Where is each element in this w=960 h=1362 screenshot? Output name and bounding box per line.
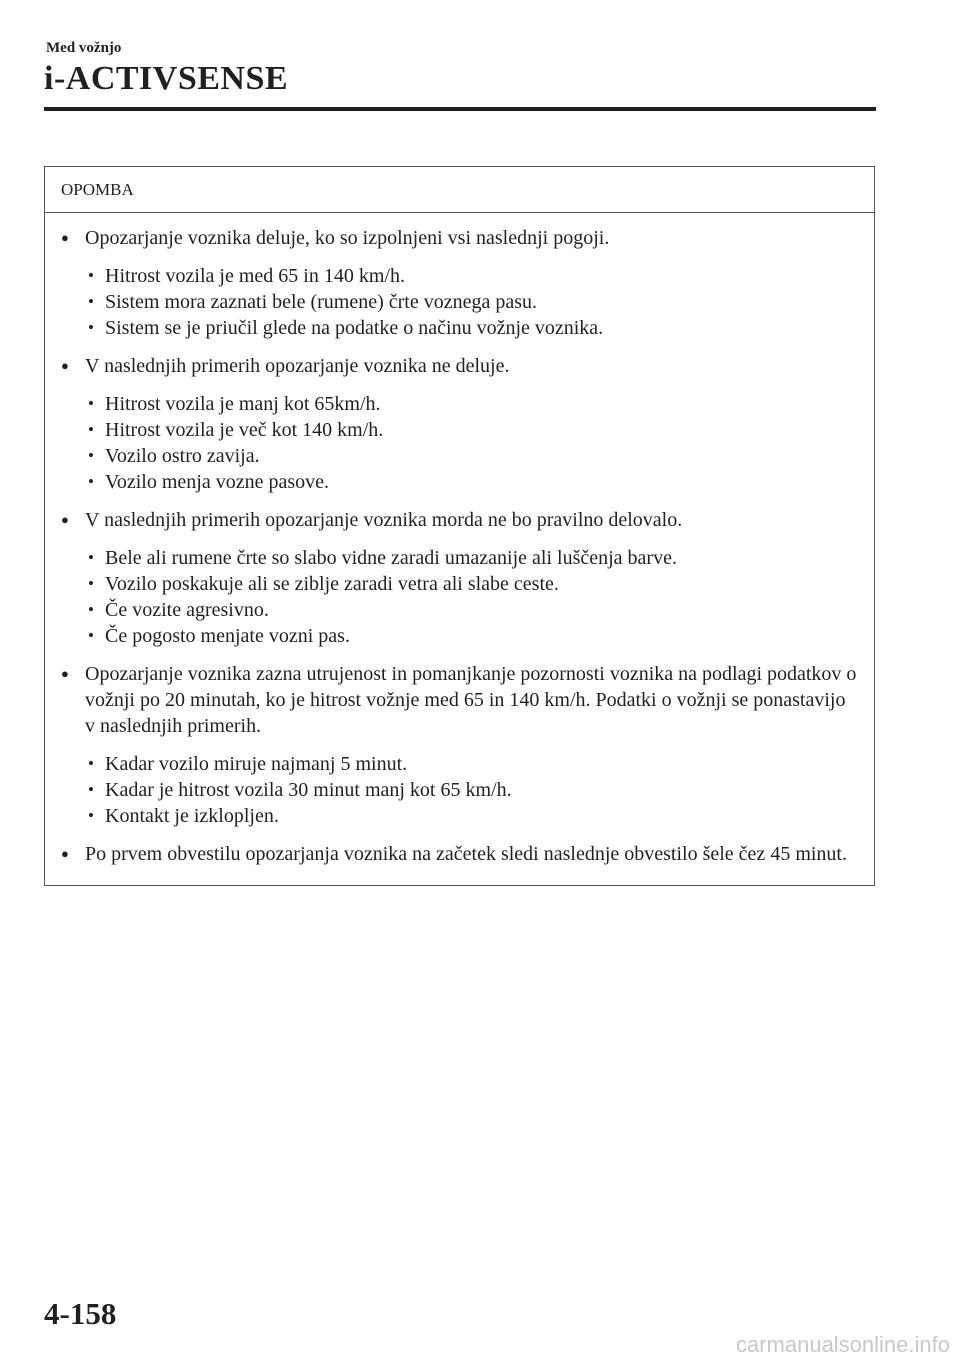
sub-list-item-text: Če pogosto menjate vozni pas. [105, 625, 350, 647]
sub-list-item-text: Vozilo ostro zavija. [105, 445, 260, 467]
note-item-text: V naslednjih primerih opozarjanje voznika ne deluje. [85, 355, 510, 377]
sub-list-item [85, 545, 858, 571]
note-item-text: Po prvem obvestilu opozarjanja voznika na začetek sledi naslednje obvestilo šele čez 45 minut. [85, 843, 847, 865]
sub-list-item-text: Sistem mora zaznati bele (rumene) črte voznega pasu. [105, 291, 538, 313]
sub-bullet-icon: • [88, 626, 94, 645]
bullet-icon: ● [61, 846, 69, 861]
note-heading: OPOMBA [45, 167, 874, 213]
sub-list-item-text: Kadar vozilo miruje najmanj 5 minut. [105, 753, 408, 775]
sub-bullet-icon: • [88, 548, 94, 567]
section-label: Med vožnjo [46, 40, 122, 56]
sub-bullet-icon: • [88, 266, 94, 285]
note-item-text: V naslednjih primerih opozarjanje voznika morda ne bo pravilno delovalo. [85, 509, 683, 531]
sub-list-item-text: Sistem se je priučil glede na podatke o načinu vožnje voznika. [105, 317, 604, 339]
bullet-icon: ● [61, 512, 69, 527]
note-item [61, 353, 858, 495]
page-number: 4-158 [44, 1296, 117, 1331]
sub-list [85, 545, 858, 649]
sub-list-item [85, 751, 858, 777]
sub-list-item-text: Hitrost vozila je več kot 140 km/h. [105, 419, 384, 441]
sub-list [85, 391, 858, 495]
sub-list-item-text: Kadar je hitrost vozila 30 minut manj kot 65 km/h. [105, 779, 512, 801]
note-body [45, 213, 874, 867]
sub-bullet-icon: • [88, 394, 94, 413]
sub-list-item-text: Vozilo poskakuje ali se ziblje zaradi vetra ali slabe ceste. [105, 573, 559, 595]
bullet-icon: ● [61, 358, 69, 373]
note-item [61, 661, 858, 829]
sub-bullet-icon: • [88, 292, 94, 311]
note-item [61, 225, 858, 341]
sub-list-item-text: Kontakt je izklopljen. [105, 805, 279, 827]
sub-list-item-text: Vozilo menja vozne pasove. [105, 471, 330, 493]
sub-list-item [85, 417, 858, 443]
note-item [61, 507, 858, 649]
sub-bullet-icon: • [88, 806, 94, 825]
sub-list-item [85, 597, 858, 623]
note-item-text: Opozarjanje voznika zazna utrujenost in pomanjkanje pozornosti voznika na podlagi podatkov o vožnji po 20 minutah, ko je hitrost vožnje med 65 in 140 km/h. Podatki o vožnji se ponastavijo v naslednjih primerih. [85, 663, 857, 737]
sub-list-item-text: Če vozite agresivno. [105, 599, 269, 621]
sub-list-item-text: Hitrost vozila je manj kot 65km/h. [105, 393, 381, 415]
page-title: i-ACTIVSENSE [44, 60, 289, 97]
sub-list-item [85, 777, 858, 803]
sub-list-item [85, 315, 858, 341]
sub-list-item [85, 571, 858, 597]
sub-list-item [85, 469, 858, 495]
note-item [61, 841, 858, 867]
sub-bullet-icon: • [88, 446, 94, 465]
note-item-text: Opozarjanje voznika deluje, ko so izpolnjeni vsi naslednji pogoji. [85, 227, 610, 249]
sub-list-item [85, 803, 858, 829]
sub-list [85, 751, 858, 829]
sub-bullet-icon: • [88, 318, 94, 337]
sub-list-item-text: Bele ali rumene črte so slabo vidne zaradi umazanije ali luščenja barve. [105, 547, 677, 569]
sub-list [85, 263, 858, 341]
title-rule [44, 107, 876, 111]
sub-list-item [85, 289, 858, 315]
sub-list-item-text: Hitrost vozila je med 65 in 140 km/h. [105, 265, 405, 287]
sub-list-item [85, 623, 858, 649]
sub-bullet-icon: • [88, 420, 94, 439]
bullet-icon: ● [61, 666, 69, 681]
sub-bullet-icon: • [88, 574, 94, 593]
sub-list-item [85, 263, 858, 289]
bullet-icon: ● [61, 230, 69, 245]
sub-list-item [85, 443, 858, 469]
sub-bullet-icon: • [88, 472, 94, 491]
sub-bullet-icon: • [88, 754, 94, 773]
sub-bullet-icon: • [88, 780, 94, 799]
sub-bullet-icon: • [88, 600, 94, 619]
watermark: carmanualsonline.info [735, 1332, 950, 1357]
note-box [44, 166, 875, 886]
sub-list-item [85, 391, 858, 417]
